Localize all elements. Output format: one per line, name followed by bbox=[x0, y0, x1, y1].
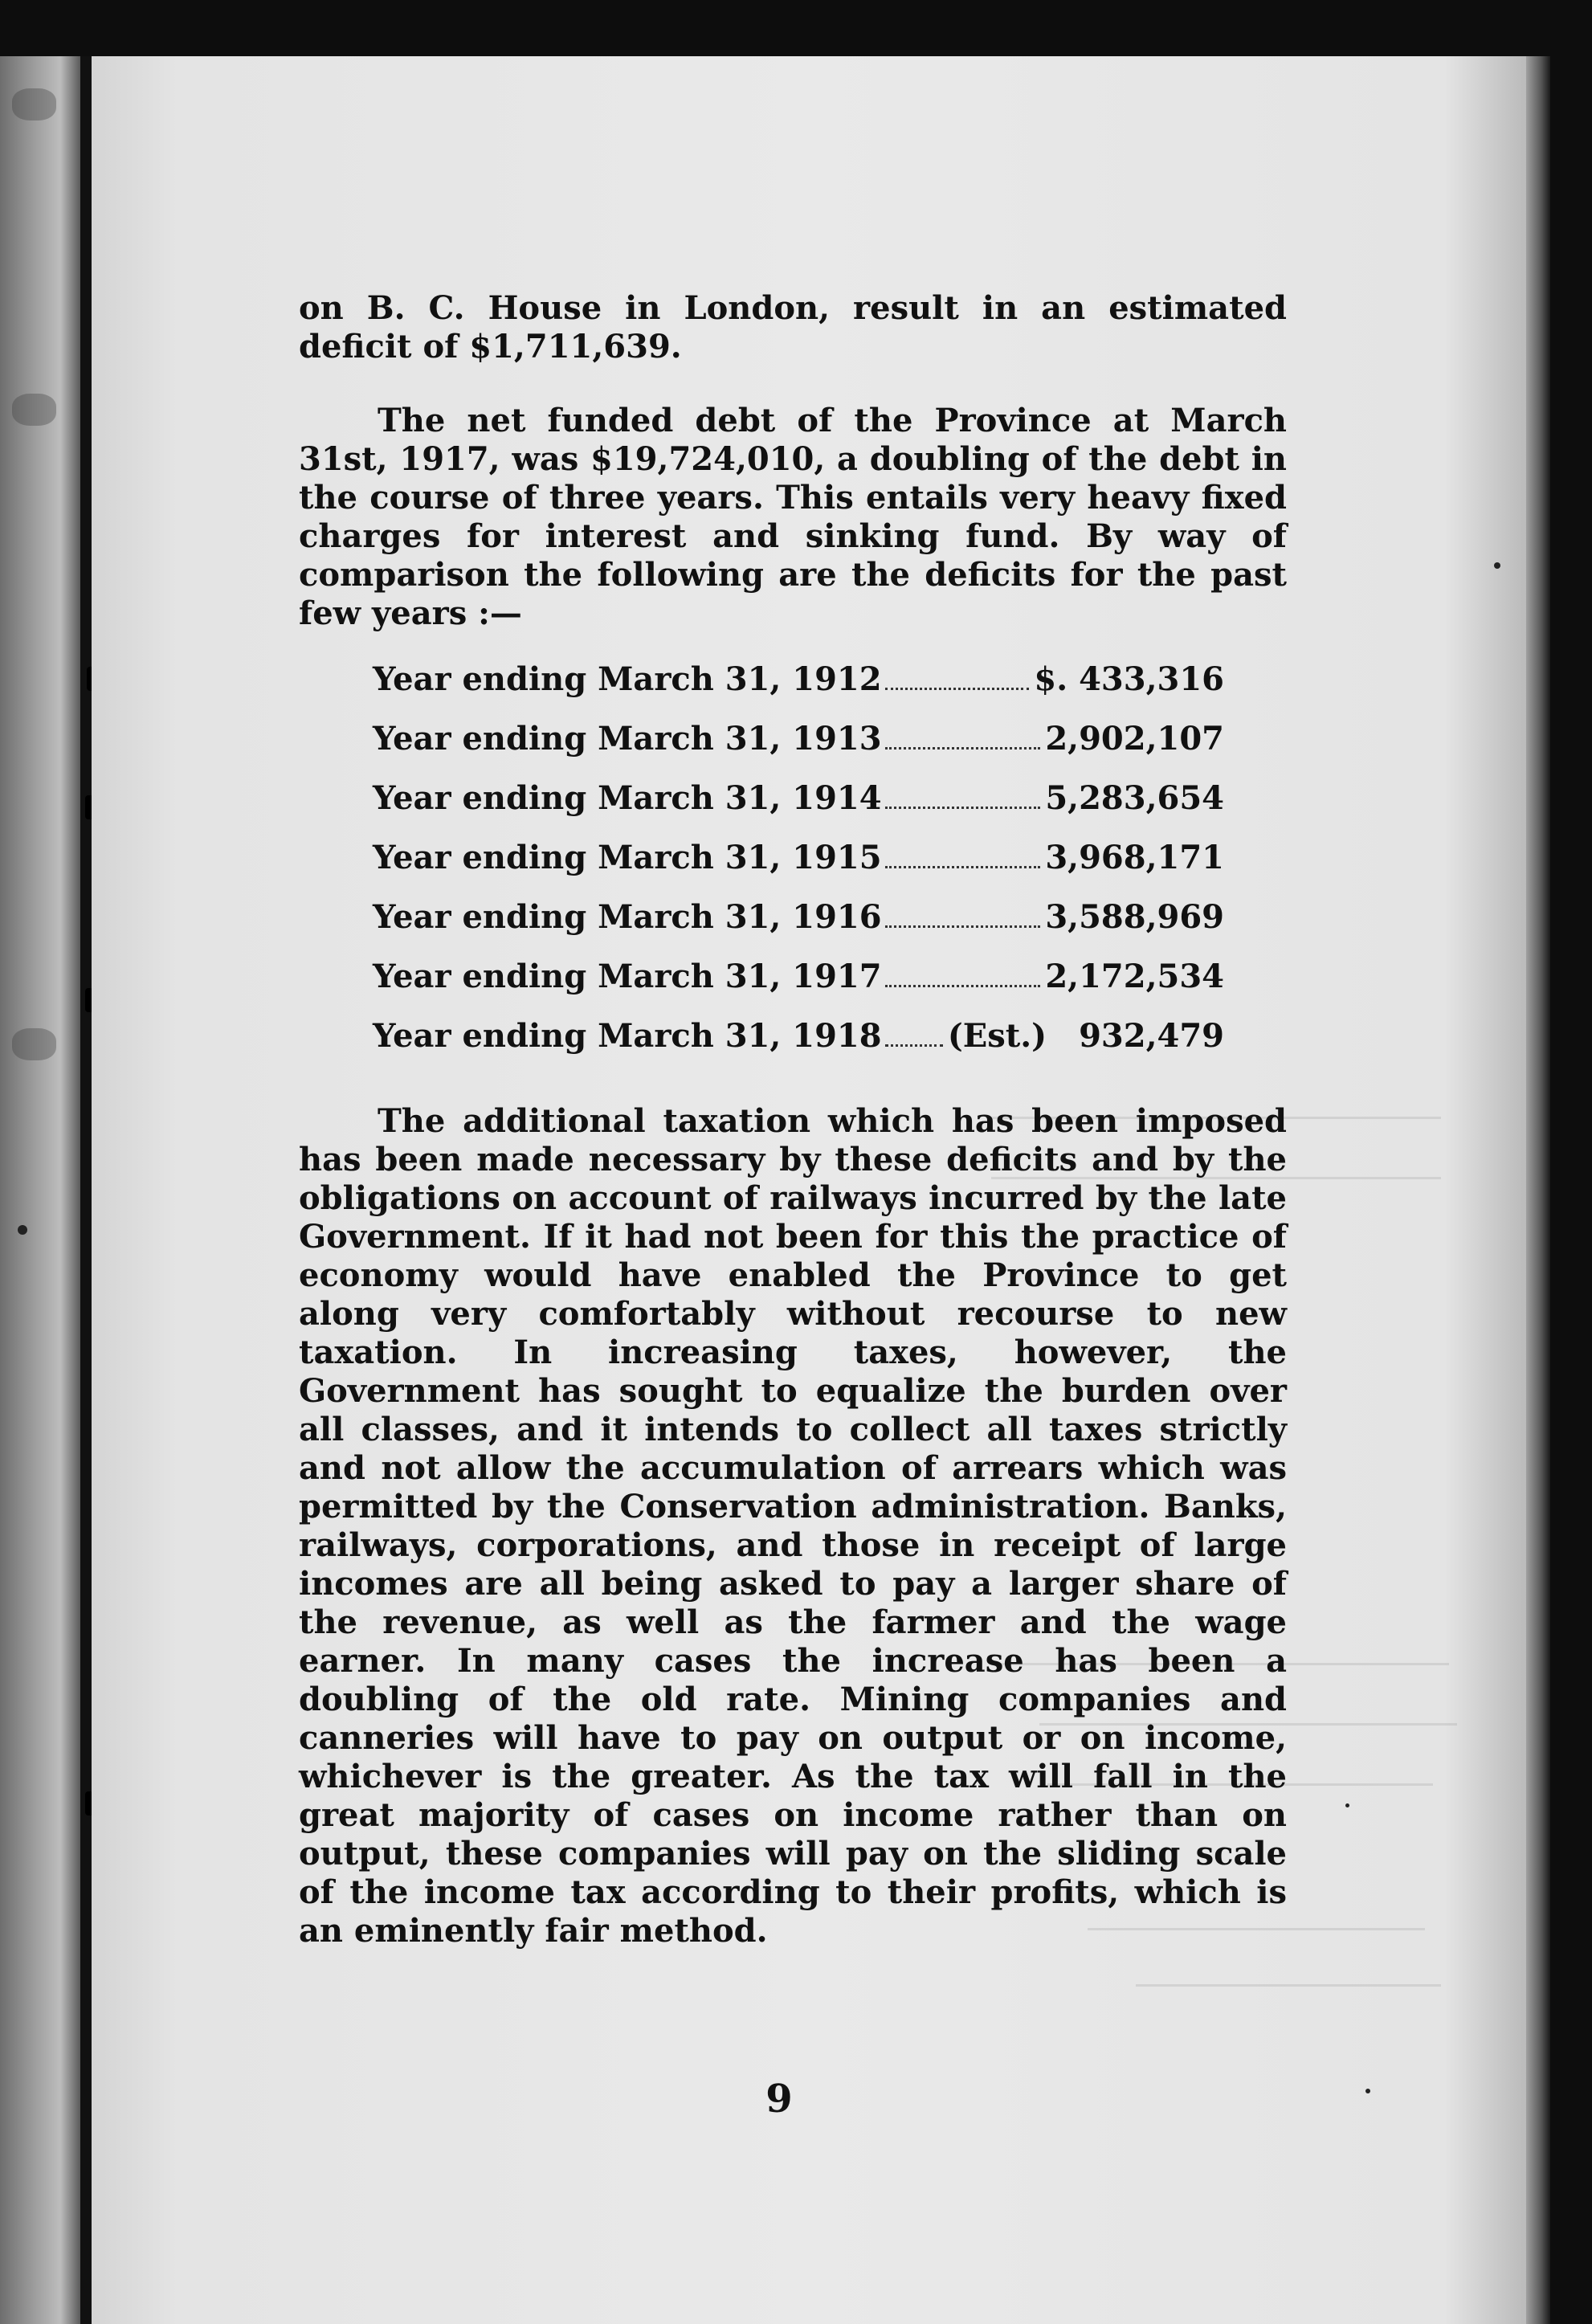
binding-stain bbox=[12, 88, 56, 120]
binding-stain bbox=[12, 394, 56, 426]
table-row bbox=[373, 958, 1224, 1017]
binding-strip bbox=[0, 56, 80, 2324]
table-row bbox=[373, 720, 1224, 779]
row-amount: 932,479 bbox=[1079, 1017, 1224, 1055]
row-amount: 3,968,171 bbox=[1045, 839, 1224, 876]
dot-leader bbox=[885, 985, 1041, 987]
paragraph-taxation: The additional taxation which has been imposed has been made necessary by these deficits and by the obligations on account of railways incurred by the late Government. If it had not been for this the practice of economy would have enabled the Province to get along very comfortably without recourse to new taxation. In increasing taxes, however, the Government has sought to equalize the burden over all classes, and it intends to collect all taxes strictly and not allow the accumulation of arrears which was permitted by the Conservation administration. Banks, railways, corporations, and those in receipt of large incomes are all being asked to pay a larger share of the revenue, as well as the farmer and the wage earner. In many cases the increase has been a doubling of the old rate. Mining companies and canneries will have to pay on output or on income, whichever is the greater. As the tax will fall in the great majority of cases on income rather than on output, these companies will pay on the sliding scale of the income tax according to their profits, which is an eminently fair method. bbox=[299, 1102, 1287, 1950]
speck bbox=[1365, 2089, 1370, 2093]
dot-leader bbox=[885, 866, 1041, 868]
paragraph-funded-debt: The net funded debt of the Province at March 31st, 1917, was $19,724,010, a doubling of the debt in the course of three years. This entails very heavy fixed charges for interest and sinking fund. By way of comparison the following are the deficits for the past few years :— bbox=[299, 402, 1287, 632]
dot-leader bbox=[885, 807, 1041, 809]
dot-leader bbox=[885, 1044, 943, 1047]
spine-edge bbox=[80, 56, 92, 2324]
dot-leader bbox=[885, 747, 1041, 749]
row-label: Year ending March 31, 1913 bbox=[373, 720, 882, 758]
speck bbox=[18, 1225, 27, 1235]
row-amount: 2,902,107 bbox=[1045, 720, 1224, 758]
dot-leader bbox=[885, 925, 1041, 928]
row-label: Year ending March 31, 1912 bbox=[373, 660, 882, 698]
row-label: Year ending March 31, 1917 bbox=[373, 958, 882, 995]
body-text bbox=[299, 289, 1287, 1950]
speck bbox=[1345, 1803, 1349, 1807]
speck bbox=[1494, 562, 1500, 569]
page-number: 9 bbox=[765, 2077, 793, 2122]
row-amount: 3,588,969 bbox=[1045, 898, 1224, 936]
row-label: Year ending March 31, 1915 bbox=[373, 839, 882, 876]
row-amount: 5,283,654 bbox=[1045, 779, 1224, 817]
table-row bbox=[373, 660, 1224, 720]
paragraph-deficit-estimate: on B. C. House in London, result in an estimated deficit of $1,711,639. bbox=[299, 289, 1287, 366]
row-label: Year ending March 31, 1914 bbox=[373, 779, 882, 817]
table-row bbox=[373, 839, 1224, 898]
page-right-edge bbox=[1526, 56, 1550, 2324]
row-note: (Est.) bbox=[947, 1017, 1047, 1055]
table-row bbox=[373, 779, 1224, 839]
table-row bbox=[373, 898, 1224, 958]
binding-stain bbox=[12, 1028, 56, 1060]
row-label: Year ending March 31, 1916 bbox=[373, 898, 882, 936]
table-row bbox=[373, 1017, 1224, 1076]
row-label: Year ending March 31, 1918 bbox=[373, 1017, 882, 1055]
dot-leader bbox=[885, 688, 1030, 690]
row-amount: 2,172,534 bbox=[1045, 958, 1224, 995]
deficit-table bbox=[373, 660, 1224, 1076]
bleed-through-line bbox=[1136, 1984, 1441, 1987]
row-amount: $. 433,316 bbox=[1034, 660, 1224, 698]
